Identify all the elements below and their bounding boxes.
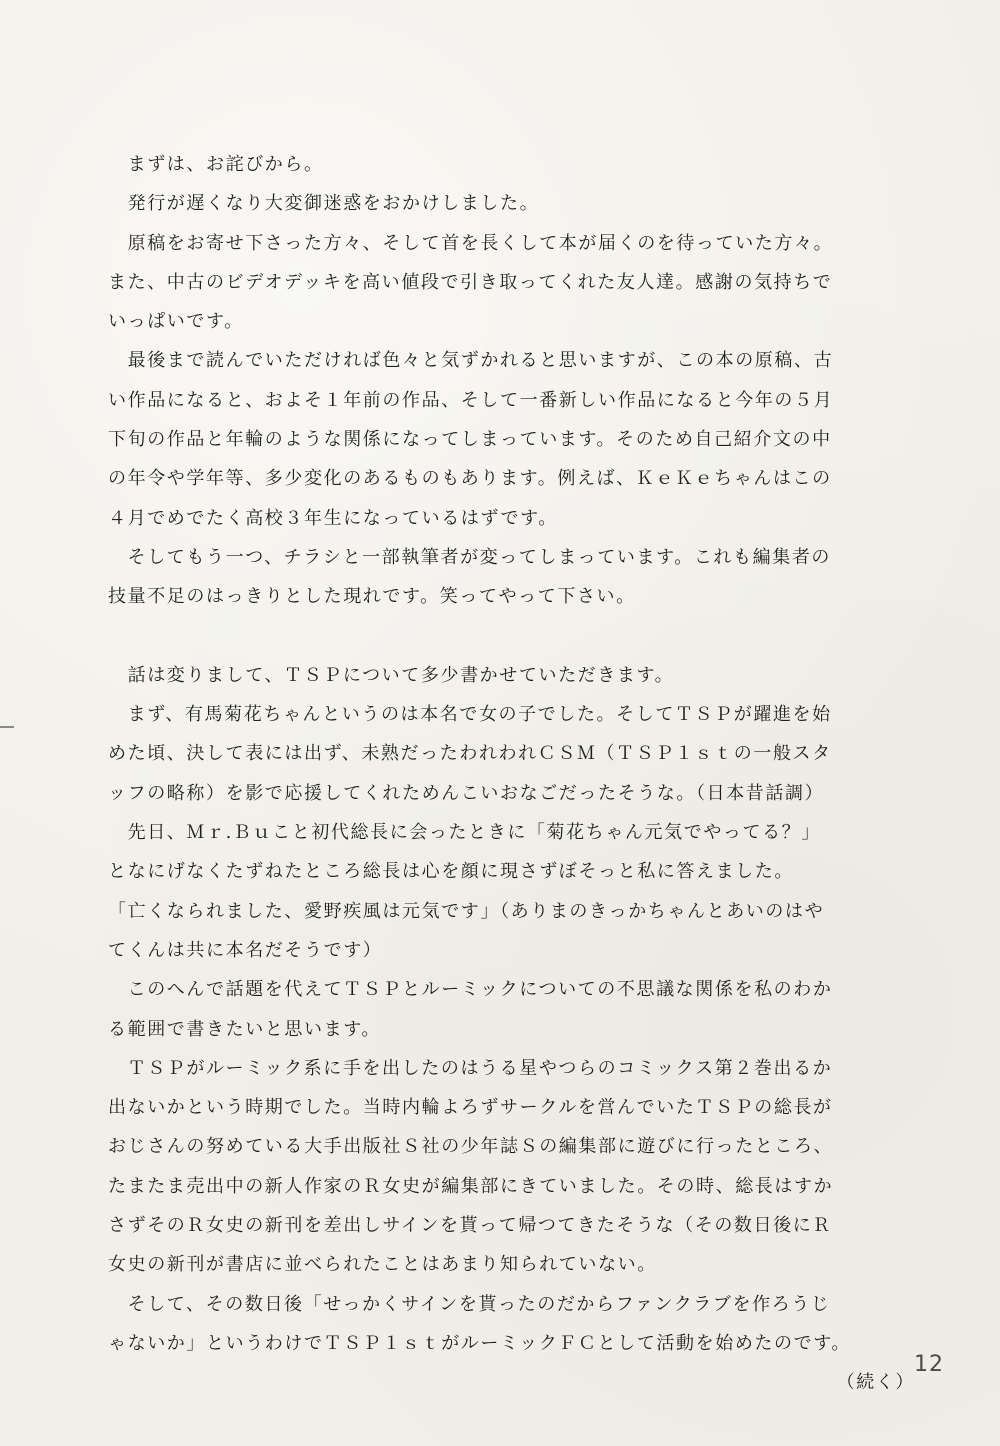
- page-number: 12: [914, 1352, 944, 1377]
- text-line: 下旬の作品と年輪のような関係になってしまっています。そのため自己紹介文の中: [108, 429, 832, 451]
- text-line: る範囲で書きたいと思います。: [108, 1018, 381, 1040]
- text-line: たまたま売出中の新人作家のＲ女史が編集部にきていました。その時、総長はすか: [108, 1175, 834, 1197]
- text-line: めた頃、決して表には出ず、未熟だったわれわれＣＳＭ（ＴＳＰ１ｓｔの一般スタ: [108, 743, 832, 765]
- body-text: [108, 145, 943, 1403]
- text-line: さずそのＲ女史の新刊を差出しサインを貰って帰つてきたそうな（その数日後にＲ: [108, 1215, 832, 1237]
- text-line: 出ないかという時期でした。当時内輪よろずサークルを営んでいたＴＳＰの総長が: [108, 1097, 833, 1119]
- text-line: 話は変りまして、ＴＳＰについて多少書かせていただきます。: [108, 664, 675, 686]
- text-line: ゃないか」というわけでＴＳＰ１ｓｔがルーミックＦＣとして活動を始めたのです。: [108, 1332, 851, 1354]
- text-line: そして、その数日後「せっかくサインを貰ったのだからファンクラブを作ろうじ: [108, 1293, 831, 1315]
- text-line: てくんは共に本名だそうです）: [108, 939, 383, 961]
- edge-mark: [0, 726, 14, 728]
- text-line: ＴＳＰがルーミック系に手を出したのはうる星やつらのコミックス第２巻出るか: [108, 1057, 833, 1079]
- text-line: となにげなくたずねたところ総長は心を顔に現さずぼそっと私に答えました。: [108, 861, 794, 883]
- text-line: 原稿をお寄せ下さった方々、そして首を長くして本が届くのを待っていた方々。: [108, 232, 834, 254]
- text-line: このへんで話題を代えてＴＳＰとルーミックについての不思議な関係を私のわか: [108, 979, 833, 1001]
- text-line: 女史の新刊が書店に並べられたことはあまり知られていない。: [108, 1254, 657, 1276]
- text-line: ４月でめでたく高校３年生になっているはずです。: [108, 507, 558, 529]
- text-line: 発行が遅くなり大変御迷惑をおかけしました。: [108, 193, 540, 215]
- text-line: の年令や学年等、多少変化のあるものもあります。例えば、ＫｅＫｅちゃんはこの: [108, 468, 832, 490]
- text-line: いっぱいです。: [108, 311, 244, 333]
- text-line: まずは、お詫びから。: [108, 154, 324, 175]
- text-line: 最後まで読んでいただければ色々と気ずかれると思いますが、この本の原稿、古: [108, 350, 834, 372]
- text-line: おじさんの努めている大手出版社Ｓ社の少年誌Ｓの編集部に遊びに行ったところ、: [108, 1136, 834, 1158]
- text-line: そしてもう一つ、チラシと一部執筆者が変ってしまっています。これも編集者の: [108, 546, 832, 568]
- paragraph-gap: [108, 617, 943, 656]
- text-line: い作品になると、およそ１年前の作品、そして一番新しい作品になると今年の５月: [108, 389, 834, 411]
- text-line: ッフの略称）を影で応援してくれためんこいおなごだったそうな。（日本昔話調）: [108, 782, 825, 804]
- continued-note: （続く）: [836, 1372, 915, 1394]
- text-line: 「亡くなられました、愛野疾風は元気です」（ありまのきっかちゃんとあいのはや: [108, 900, 825, 922]
- text-line: 先日、Ｍｒ.Ｂｕこと初代総長に会ったときに「菊花ちゃん元気でやってる？」: [108, 822, 821, 844]
- text-line: また、中古のビデオデッキを高い値段で引き取ってくれた友人達。感謝の気持ちで: [108, 271, 833, 293]
- text-line: まず、有馬菊花ちゃんというのは本名で女の子でした。そしてＴＳＰが躍進を始: [108, 704, 832, 726]
- text-line: 技量不足のはっきりとした現れです。笑ってやって下さい。: [108, 586, 636, 608]
